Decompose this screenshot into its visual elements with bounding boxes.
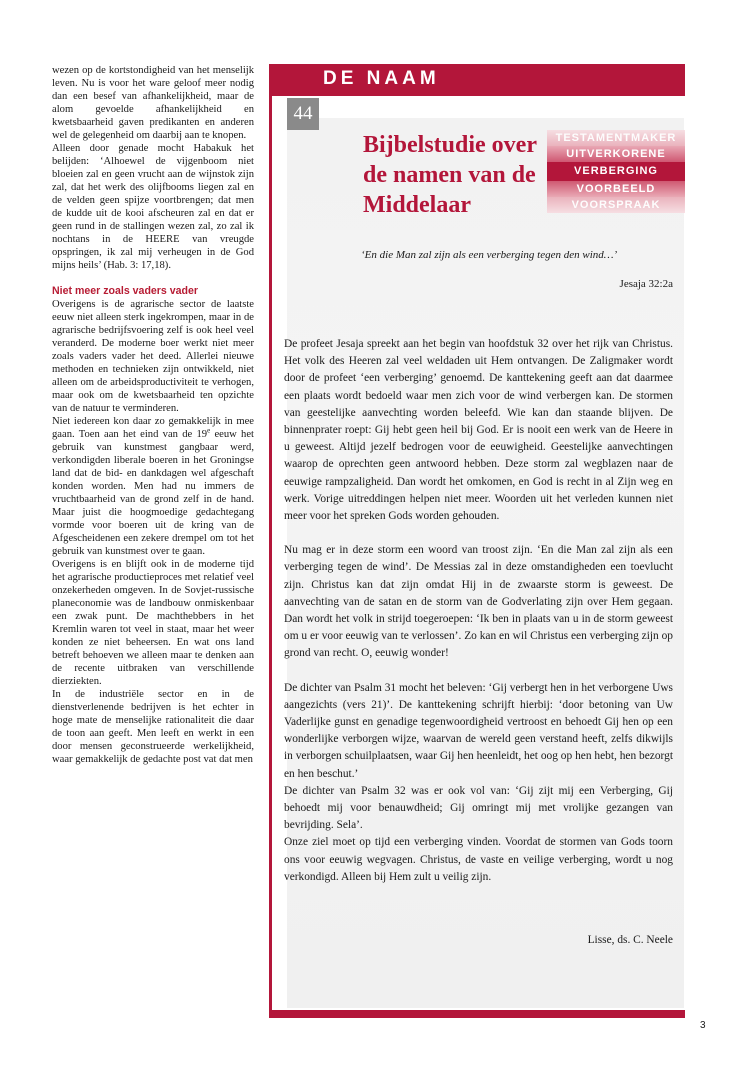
left-text-fragment: eeuw het gebruik van kunstmest gangbaar werd, verkondigden liberale boeren in het Groningse land dat de bid- en dankdagen wel afgeschaft konden worden. Men had nu immers de vruchtbaarheid van de grond zelf in de hand. Maar juist die hoogmoedige gedachtegang vormde voor boeren uit de kring van de Afgescheidenen een zekere drempel om tot het gebruik van kunstmest over te gaan. [52, 429, 255, 557]
name-item: VOORBEELD [547, 181, 685, 197]
left-column [52, 64, 254, 766]
left-paragraph [52, 415, 254, 558]
left-paragraph: Alleen door genade mocht Habakuk het belijden: ‘Alhoewel de vijgenboom niet bloeien zal en geen vrucht aan de wijnstok zijn zal, dat het werk des olijfbooms liegen zal en de velden geen spijze voortbrengen; dat men de kudde uit de kooi afscheuren zal en dat er geen rund in de stallingen wezen zal, zo zal ik nochtans in de HEERE van vreugde opspringen, ik zal mij verheugen in de God mijns heils’ (Hab. 3: 17,18). [52, 143, 254, 271]
page-badge: 44 [287, 98, 319, 130]
name-item: VOORSPRAAK [547, 197, 685, 213]
body-paragraph: De dichter van Psalm 32 was er ook vol van: ‘Gij zijt mij een Verberging, Gij behoedt mij voor benauwdheid; Gij omringt mij met vrolijke gezangen van bevrijding. Sela’. [284, 784, 673, 832]
body-paragraph: Nu mag er in deze storm een woord van troost zijn. ‘En die Man zal zijn als een verberging tegen de wind’. De Messias zal in deze omstandigheden een toevlucht zijn. Christus kan dat zijn omdat Hij in de zwaarste storm is geweest. De aanvechting van de satan en de storm van de Godverlating zijn over Hem gegaan. Dan wordt het volk in strijd toegeroepen: ‘Ik ben in plaats van u in de storm geweest om u er voor eeuwig van te verlossen’. Zo kan en wil Christus een verberging zijn op grond van recht. O, eeuwig wonder! [284, 544, 673, 660]
name-item-highlighted: VERBERGING [547, 162, 685, 181]
body-paragraph: Onze ziel moet op tijd een verberging vinden. Voordat de stormen van Gods toorn ons voor eeuwig wegvagen. Christus, de vaste en veilige verberging, wordt u nog verkondigd. Alleen bij Hem zult u veilig zijn. [284, 836, 673, 883]
article-body [284, 336, 673, 903]
superscript: e [207, 426, 211, 435]
section-title: DE NAAM [323, 68, 440, 89]
section-header-bar [269, 64, 685, 96]
name-item: UITVERKORENE [547, 146, 685, 162]
left-paragraph: In de industriële sector en in de dienstverlenende bedrijven is het echter in hoge mate de menselijke rationaliteit die daar de toon aan geeft. Men leeft en werkt in een door mensen geconstrueerde werkelijkheid, waar gemakkelijk de gedachte post vat dat men [52, 689, 254, 765]
scripture-reference: Jesaja 32:2a [619, 278, 673, 290]
left-paragraph: Overigens is de agrarische sector de laatste eeuw niet alleen sterk ingekrompen, maar in de agrarische bedrijfsvoering zelf is ook heel veel veranderd. De moderne boer werkt niet meer zoals vaders vader het deed. Allerlei nieuwe methoden en technieken zijn ontwikkeld, niet alleen om de arbeidsproductiviteit te verhogen, maar ook om de kwetsbaarheid ten opzichte van de natuur te verminderen. [52, 299, 254, 414]
left-paragraph: Overigens is en blijft ook in de moderne tijd het agrarische productieproces met relatief veel onzekerheden omgeven. In de Sovjet-russische planeconomie was de landbouw onmiskenbaar een zwak punt. De machthebbers in het Kremlin waren tot veel in staat, maar het weer konden ze niet beheersen. En wat ons land betreft behoeven we alleen maar te denken aan de recente uitbraken van verschillende dierziekten. [52, 559, 254, 687]
name-item: TESTAMENTMAKER [547, 130, 685, 146]
section-heading: Niet meer zoals vaders vader [52, 285, 199, 297]
article-panel [269, 64, 685, 1018]
names-list [547, 130, 685, 216]
body-paragraph: De profeet Jesaja spreekt aan het begin van hoofdstuk 32 over het rijk van Christus. Het volk des Heeren zal veel weldaden uit Hem ontvangen. De Zaligmaker wordt door de profeet ‘een verberging’ genoemd. De kanttekening geeft aan dat daarmee een plaats wordt bedoeld waar men zich voor de wind verbergen kan. De stormen van geestelijke aanvechting worden beleefd. Wie kan dan staande blijven. De binnenprater roept: Gij hebt geen heil bij God. Er is nooit een werk van de Heere in u geweest. Altijd jezelf bedrogen voor de eeuwigheid. Geestelijke aanvechtingen waarop de oprechten geen antwoord hebben. Deze storm zal wegblazen naar de eeuwige rampzaligheid. Dan wordt het omkomen, en God is recht in al Zijn weg en werk. Vorige uitreddingen helpen niet meer. Woorden uit het verleden kunnen niet meer voor het spreken Gods worden gehouden. [284, 338, 673, 523]
panel-left-rule [269, 96, 272, 1018]
left-text-fragment: Niet iedereen kon daar zo gemakkelijk in mee gaan. Toen aan het eind van de 19 [52, 416, 254, 440]
signature: Lisse, ds. C. Neele [587, 934, 673, 946]
page-number: 3 [700, 1020, 706, 1031]
panel-bottom-rule [269, 1010, 685, 1018]
body-paragraph: De dichter van Psalm 31 mocht het beleven: ‘Gij verbergt hen in het verborgene Uws aangezichts (vers 21)’. De kanttekening schrijft hierbij: ‘door betoning van Uw Vaderlijke gunst en genadige tegenwoordigheid vertroost en behoedt Gij hen op een wonderlijke verborgen wijze, waarvan de wereld geen verstand heeft, zelfs dikwijls in verborgen schuilplaatsen, waar Gij hen heenleidt, het oog op hen hebt, hen bezorgt en hen beschut.’ [284, 681, 673, 780]
article-title: Bijbelstudie over de namen van de Middelaar [363, 132, 537, 218]
left-paragraph: wezen op de kortstondigheid van het menselijk leven. Nu is voor het ware geloof meer nodig dan een besef van afhankelijkheid, maar de alom gevoelde afhankelijkheid en kwetsbaarheid gaven predikanten en anderen wel de gelegenheid om daarbij aan te knopen. [52, 65, 254, 141]
scripture-quote: ‘En die Man zal zijn als een verberging tegen den wind…’ [361, 249, 618, 261]
